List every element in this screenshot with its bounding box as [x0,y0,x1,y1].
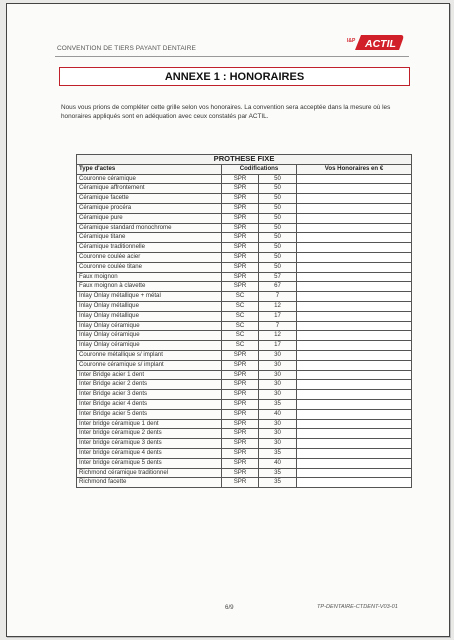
fee-input-cell[interactable] [297,282,412,292]
coefficient-cell: 50 [259,174,297,184]
table-row [77,478,412,488]
fee-input-cell[interactable] [297,252,412,262]
act-type-cell: Céramique standard monochrome [77,223,222,233]
actil-logo [341,31,405,53]
fee-input-cell[interactable] [297,468,412,478]
act-type-cell: Inter Bridge acier 1 dent [77,370,222,380]
coefficient-cell: 12 [259,331,297,341]
fee-input-cell[interactable] [297,301,412,311]
codification-cell: SPR [222,194,259,204]
codification-cell: SPR [222,233,259,243]
act-type-cell: Céramique traditionnelle [77,243,222,253]
table-row [77,350,412,360]
fee-input-cell[interactable] [297,272,412,282]
table-row [77,174,412,184]
header-title: CONVENTION DE TIERS PAYANT DENTAIRE [57,45,196,52]
table-row [77,252,412,262]
act-type-cell: Couronne coulée acier [77,252,222,262]
logo-text: ACTIL [365,38,396,50]
act-type-cell: Inlay Onlay métallique [77,311,222,321]
table-row [77,194,412,204]
act-type-cell: Céramique pure [77,213,222,223]
table-row [77,390,412,400]
document-reference: TP-DENTAIRE-CTDENT-V03-01 [317,604,398,610]
codification-cell: SPR [222,252,259,262]
table-row [77,370,412,380]
fee-input-cell[interactable] [297,184,412,194]
fee-input-cell[interactable] [297,331,412,341]
intro-paragraph: Nous vous prions de compléter cette grille selon vos honoraires. La convention sera acceptée dans la mesure où les honoraires appliqués sont en adéquation avec ceux constatés par ACTIL. [61,104,391,120]
codification-cell: SPR [222,458,259,468]
coefficient-cell: 57 [259,272,297,282]
fee-input-cell[interactable] [297,321,412,331]
annex-title: ANNEXE 1 : HONORAIRES [164,70,305,83]
fee-input-cell[interactable] [297,478,412,488]
table-row [77,331,412,341]
fee-input-cell[interactable] [297,213,412,223]
act-type-cell: Inlay Onlay céramique [77,341,222,351]
codification-cell: SPR [222,409,259,419]
codification-cell: SPR [222,380,259,390]
table-row [77,233,412,243]
column-header-type: Type d'actes [77,164,222,174]
table-row [77,458,412,468]
coefficient-cell: 35 [259,448,297,458]
coefficient-cell: 35 [259,399,297,409]
table-row [77,223,412,233]
coefficient-cell: 30 [259,370,297,380]
coefficient-cell: 50 [259,203,297,213]
logo-prefix: I&P [347,38,356,44]
table-caption: PROTHESE FIXE [77,155,412,165]
codification-cell: SC [222,311,259,321]
coefficient-cell: 50 [259,213,297,223]
fee-input-cell[interactable] [297,311,412,321]
table-row [77,321,412,331]
table-row [77,399,412,409]
act-type-cell: Inter Bridge acier 4 dents [77,399,222,409]
fee-input-cell[interactable] [297,380,412,390]
coefficient-cell: 35 [259,478,297,488]
coefficient-cell: 30 [259,429,297,439]
coefficient-cell: 67 [259,282,297,292]
fee-input-cell[interactable] [297,262,412,272]
codification-cell: SPR [222,282,259,292]
coefficient-cell: 35 [259,468,297,478]
act-type-cell: Inlay Onlay métallique [77,301,222,311]
table-row [77,301,412,311]
fee-input-cell[interactable] [297,350,412,360]
codification-cell: SPR [222,478,259,488]
codification-cell: SPR [222,184,259,194]
act-type-cell: Inter bridge céramique 4 dents [77,448,222,458]
coefficient-cell: 30 [259,439,297,449]
act-type-cell: Faux moignon [77,272,222,282]
coefficient-cell: 50 [259,194,297,204]
fee-input-cell[interactable] [297,399,412,409]
codification-cell: SPR [222,468,259,478]
codification-cell: SPR [222,448,259,458]
fee-input-cell[interactable] [297,439,412,449]
codification-cell: SPR [222,203,259,213]
table-row [77,311,412,321]
column-header-codifications: Codifications [222,164,297,174]
coefficient-cell: 17 [259,311,297,321]
codification-cell: SPR [222,399,259,409]
act-type-cell: Inlay Onlay céramique [77,331,222,341]
fee-input-cell[interactable] [297,194,412,204]
fee-input-cell[interactable] [297,458,412,468]
coefficient-cell: 50 [259,262,297,272]
codification-cell: SPR [222,390,259,400]
table-row [77,262,412,272]
codification-cell: SPR [222,419,259,429]
fee-input-cell[interactable] [297,419,412,429]
table-row [77,419,412,429]
table-row [77,184,412,194]
fee-input-cell[interactable] [297,341,412,351]
table-row [77,213,412,223]
coefficient-cell: 30 [259,390,297,400]
table-row [77,292,412,302]
act-type-cell: Inter bridge céramique 5 dents [77,458,222,468]
act-type-cell: Inter bridge céramique 3 dents [77,439,222,449]
act-type-cell: Céramique titane [77,233,222,243]
codification-cell: SPR [222,243,259,253]
header-divider [55,56,409,57]
codification-cell: SC [222,292,259,302]
fee-input-cell[interactable] [297,203,412,213]
act-type-cell: Couronne métallique s/ implant [77,350,222,360]
fee-input-cell[interactable] [297,360,412,370]
fee-input-cell[interactable] [297,448,412,458]
coefficient-cell: 30 [259,380,297,390]
fee-input-cell[interactable] [297,292,412,302]
codification-cell: SPR [222,174,259,184]
coefficient-cell: 50 [259,184,297,194]
act-type-cell: Richmond facette [77,478,222,488]
coefficient-cell: 30 [259,419,297,429]
table-row [77,282,412,292]
act-type-cell: Inter Bridge acier 3 dents [77,390,222,400]
act-type-cell: Inter Bridge acier 2 dents [77,380,222,390]
codification-cell: SPR [222,439,259,449]
annex-title-box [59,67,410,86]
table-row [77,448,412,458]
table-row [77,439,412,449]
act-type-cell: Céramique affrontement [77,184,222,194]
coefficient-cell: 17 [259,341,297,351]
fee-input-cell[interactable] [297,390,412,400]
act-type-cell: Céramique procéra [77,203,222,213]
coefficient-cell: 12 [259,301,297,311]
act-type-cell: Inter bridge céramique 1 dent [77,419,222,429]
codification-cell: SPR [222,272,259,282]
codification-cell: SC [222,331,259,341]
coefficient-cell: 40 [259,458,297,468]
table-row [77,380,412,390]
act-type-cell: Couronne coulée titane [77,262,222,272]
act-type-cell: Inter bridge céramique 2 dents [77,429,222,439]
table-row [77,203,412,213]
fee-input-cell[interactable] [297,370,412,380]
coefficient-cell: 50 [259,243,297,253]
codification-cell: SPR [222,360,259,370]
table-row [77,272,412,282]
coefficient-cell: 50 [259,252,297,262]
act-type-cell: Inlay Onlay métallique + métal [77,292,222,302]
coefficient-cell: 50 [259,223,297,233]
fee-input-cell[interactable] [297,233,412,243]
codification-cell: SPR [222,262,259,272]
table-row [77,409,412,419]
codification-cell: SC [222,341,259,351]
codification-cell: SC [222,301,259,311]
act-type-cell: Richmond céramique traditionnel [77,468,222,478]
fee-input-cell[interactable] [297,223,412,233]
page-number: 6/9 [225,604,234,611]
act-type-cell: Couronne céramique s/ implant [77,360,222,370]
act-type-cell: Céramique facette [77,194,222,204]
table-row [77,468,412,478]
fee-input-cell[interactable] [297,409,412,419]
act-type-cell: Couronne céramique [77,174,222,184]
codification-cell: SPR [222,429,259,439]
coefficient-cell: 30 [259,350,297,360]
codification-cell: SPR [222,370,259,380]
fees-table [76,154,412,488]
codification-cell: SPR [222,213,259,223]
act-type-cell: Inlay Onlay céramique [77,321,222,331]
fee-input-cell[interactable] [297,174,412,184]
document-page [6,3,450,637]
fee-input-cell[interactable] [297,243,412,253]
act-type-cell: Faux moignon à clavette [77,282,222,292]
column-header-fees: Vos Honoraires en € [297,164,412,174]
fee-input-cell[interactable] [297,429,412,439]
coefficient-cell: 7 [259,321,297,331]
table-row [77,243,412,253]
table-row [77,360,412,370]
coefficient-cell: 30 [259,360,297,370]
codification-cell: SPR [222,223,259,233]
table-row [77,429,412,439]
codification-cell: SC [222,321,259,331]
coefficient-cell: 40 [259,409,297,419]
act-type-cell: Inter Bridge acier 5 dents [77,409,222,419]
table-row [77,341,412,351]
coefficient-cell: 7 [259,292,297,302]
codification-cell: SPR [222,350,259,360]
coefficient-cell: 50 [259,233,297,243]
